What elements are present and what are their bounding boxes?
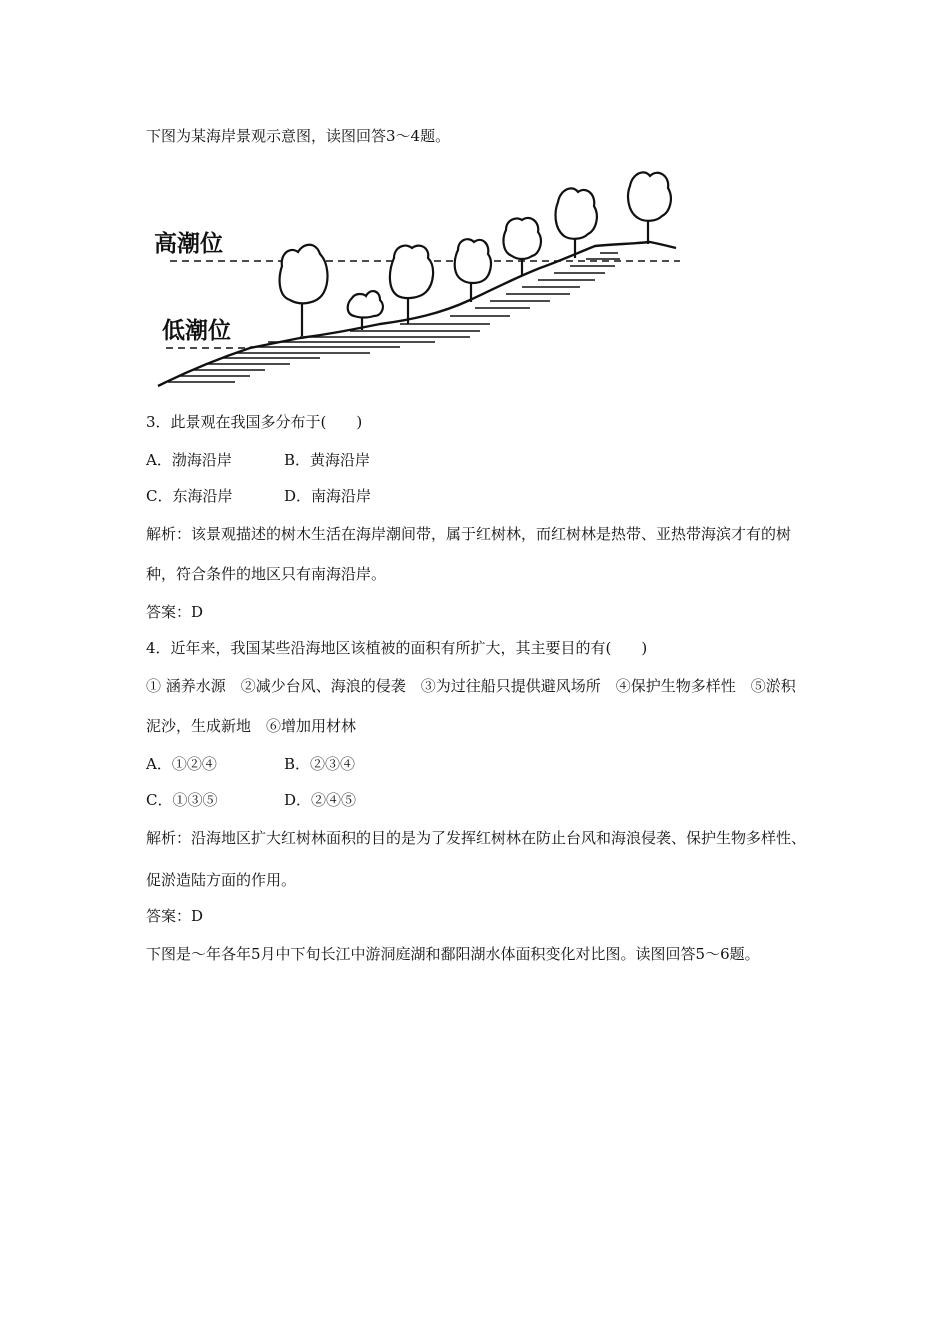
- q3-stem: 3．此景观在我国多分布于( ): [146, 413, 363, 431]
- q4-analysis-line-1: 解析：沿海地区扩大红树林面积的目的是为了发挥红树林在防止台风和海浪侵袭、保护生物多样性、: [146, 829, 807, 847]
- q4-option-b: B．②③④: [284, 755, 356, 773]
- q4-choices-line-2: 泥沙，生成新地 ⑥增加用材林: [146, 717, 357, 735]
- q4-choices-line-1: ① 涵养水源 ②减少台风、海浪的侵袭 ③为过往船只提供避风场所 ④保护生物多样性 ⑤淤积: [146, 677, 796, 695]
- low-tide-label: 低潮位: [162, 318, 231, 344]
- q4-stem: 4．近年来，我国某些沿海地区该植被的面积有所扩大，其主要目的有( ): [146, 639, 648, 657]
- q3-option-c: C．东海沿岸: [146, 487, 233, 505]
- mangrove-trees: [280, 172, 671, 336]
- intro-text-1: 下图为某海岸景观示意图，读图回答3～4题。: [146, 127, 451, 145]
- q3-option-b: B．黄海沿岸: [284, 451, 371, 469]
- q3-option-a: A．渤海沿岸: [146, 451, 232, 469]
- q4-option-c: C．①③⑤: [146, 791, 218, 809]
- q3-analysis-line-2: 种，符合条件的地区只有南海沿岸。: [146, 565, 387, 583]
- q4-option-d: D．②④⑤: [284, 791, 357, 809]
- q3-answer: 答案：D: [146, 603, 204, 621]
- q4-analysis-line-2: 促淤造陆方面的作用。: [146, 871, 297, 889]
- q4-option-a: A．①②④: [146, 755, 217, 773]
- coast-landscape-figure: [150, 158, 680, 393]
- q3-option-d: D．南海沿岸: [284, 487, 372, 505]
- q3-analysis-line-1: 解析：该景观描述的树木生活在海岸潮间带，属于红树林，而红树林是热带、亚热带海滨才有的树: [146, 525, 792, 543]
- q4-answer: 答案：D: [146, 907, 204, 925]
- intro-text-2: 下图是～年各年5月中下旬长江中游洞庭湖和鄱阳湖水体面积变化对比图。读图回答5～6题。: [146, 945, 760, 963]
- high-tide-label: 高潮位: [154, 231, 223, 257]
